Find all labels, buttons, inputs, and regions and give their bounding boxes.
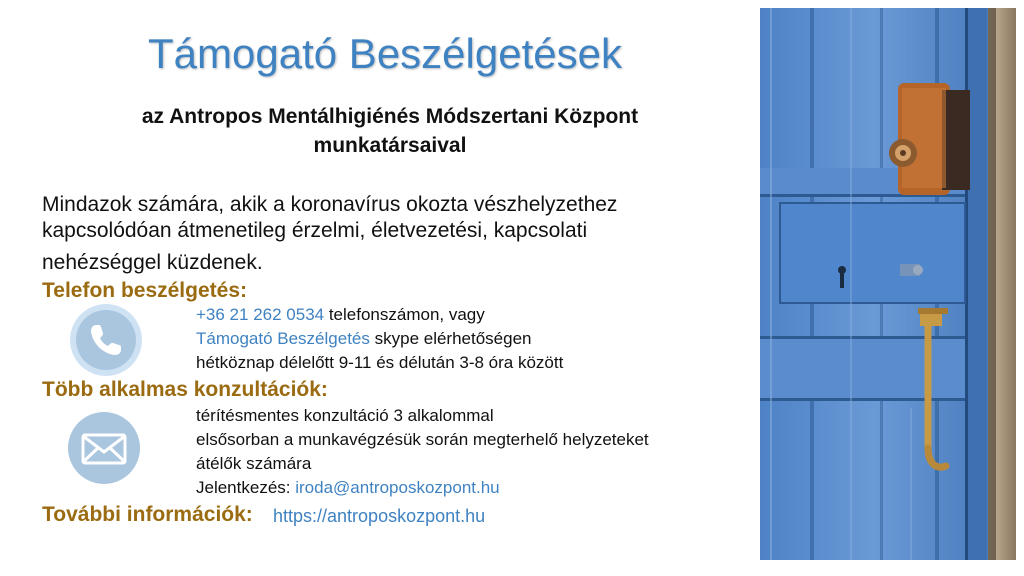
multi-details — [196, 404, 649, 500]
phone-number-link[interactable]: +36 21 262 0534 — [196, 305, 325, 324]
blue-door-photo — [760, 8, 1016, 560]
intro-line-1: Mindazok számára, akik a koronavírus okozta vészhelyzethez — [42, 193, 618, 216]
multi-line-1: térítésmentes konzultáció 3 alkalommal — [196, 406, 494, 425]
intro-line-2: kapcsolódóan átmenetileg érzelmi, életvezetési, kapcsolati — [42, 219, 588, 242]
phone-details — [196, 303, 563, 375]
apply-line — [196, 476, 649, 500]
mail-icon — [68, 412, 140, 484]
multi-section-heading: Több alkalmas konzultációk: — [42, 378, 328, 401]
email-link[interactable]: iroda@antroposkozpont.hu — [295, 478, 500, 497]
skype-suffix: skype elérhetőségen — [369, 329, 532, 348]
multi-line-3: átélők számára — [196, 454, 312, 473]
apply-label: Jelentkezés: — [196, 478, 296, 497]
subtitle-line-2: munkatársaival — [313, 134, 467, 157]
page-title: Támogató Beszélgetések — [148, 30, 622, 77]
skype-link[interactable]: Támogató Beszélgetés — [196, 329, 370, 348]
intro-line-3: nehézséggel küzdenek. — [42, 251, 263, 274]
info-section-heading: További információk: — [42, 503, 253, 526]
subtitle-line-1: az Antropos Mentálhigiénés Módszertani Központ — [141, 105, 639, 128]
website-link[interactable]: https://antroposkozpont.hu — [273, 506, 486, 526]
phone-icon — [70, 304, 142, 376]
phone-suffix: telefonszámon, vagy — [324, 305, 485, 324]
subtitle — [40, 102, 740, 160]
hours-line: hétköznap délelőtt 9-11 és délután 3-8 óra között — [196, 353, 564, 372]
skype-line — [196, 327, 563, 351]
phone-section-heading: Telefon beszélgetés: — [42, 279, 247, 302]
intro-text — [42, 192, 722, 276]
multi-line-2: elsősorban a munkavégzésük során megterhelő helyzeteket — [196, 430, 649, 449]
phone-line — [196, 303, 563, 327]
